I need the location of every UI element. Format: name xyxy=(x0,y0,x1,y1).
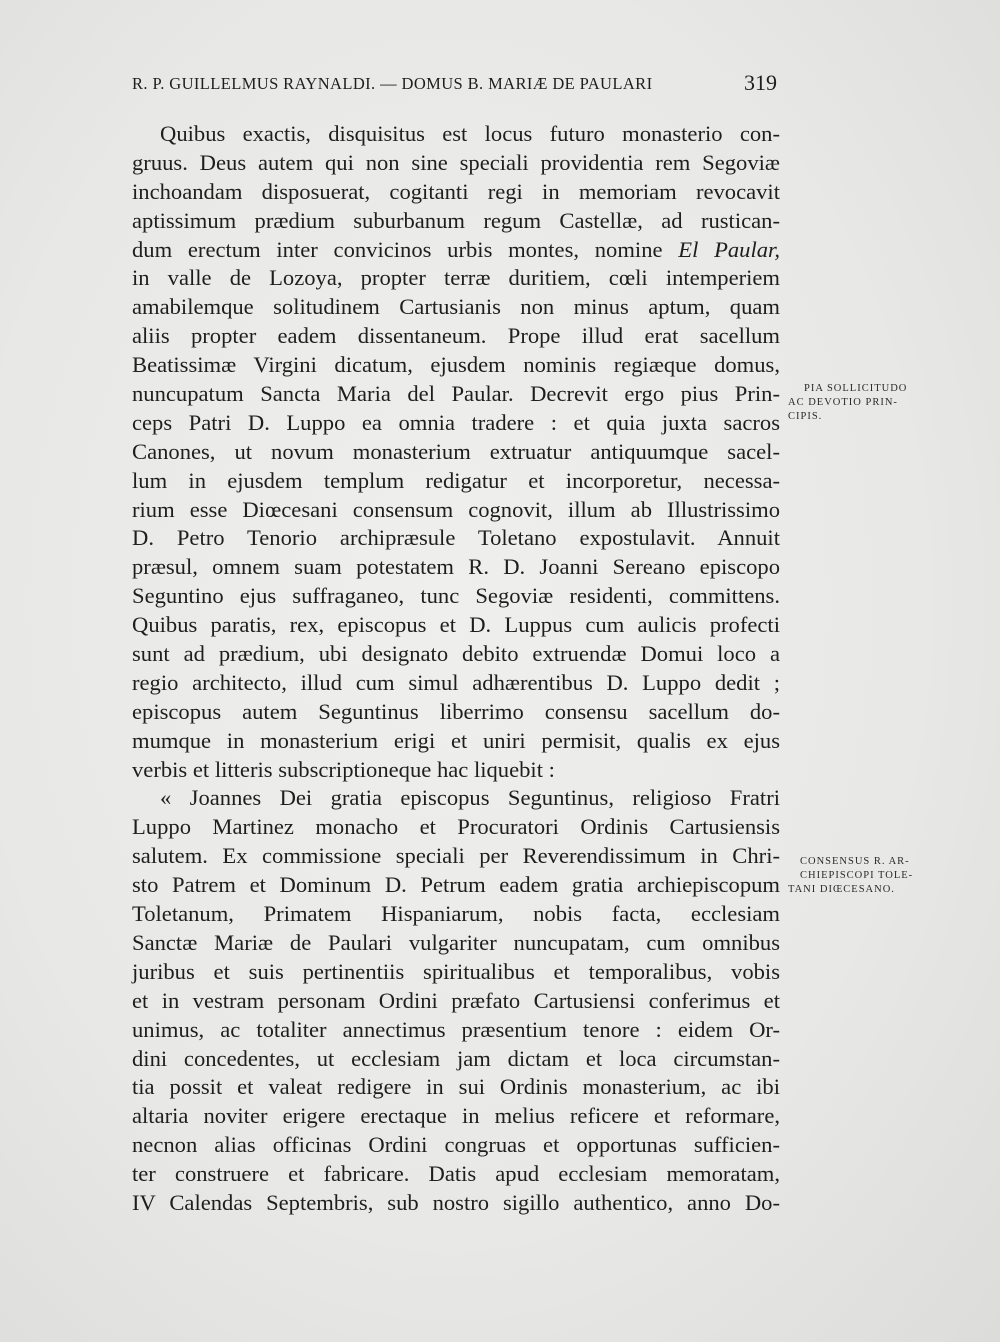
text-line: necnon alias officinas Ordini congruas et opportunas sufficien- xyxy=(132,1132,780,1158)
margin-note-line: CONSENSUS R. AR- xyxy=(800,856,910,867)
body-text xyxy=(132,120,780,1218)
margin-note xyxy=(788,855,913,897)
text-line: dini concedentes, ut ecclesiam jam dictam et loca circumstan- xyxy=(132,1045,780,1071)
show-through-text xyxy=(790,215,793,229)
text-line: regio architecto, illud cum simul adhærentibus D. Luppo dedit ; xyxy=(132,669,780,695)
text-line: Seguntino ejus suffraganeo, tunc Segoviæ residenti, committens. xyxy=(132,583,780,609)
text-line: unimus, ac totaliter annectimus præsentium tenore : eidem Or- xyxy=(132,1016,780,1042)
text-line: Luppo Martinez monacho et Procuratori Ordinis Cartusiensis xyxy=(132,814,780,840)
text-line: ceps Patri D. Luppo ea omnia tradere : et quia juxta sacros xyxy=(132,409,780,435)
text-line: Quibus paratis, rex, episcopus et D. Luppus cum aulicis profecti xyxy=(132,612,780,638)
text-line: sto Patrem et Dominum D. Petrum eadem gratia archiepiscopum xyxy=(132,872,780,898)
margin-note-line: CHIEPISCOPI TOLE- xyxy=(800,870,914,881)
text-line: altaria noviter erigere erectaque in melius reficere et reformare, xyxy=(132,1103,780,1129)
text-line: Toletanum, Primatem Hispaniarum, nobis facta, ecclesiam xyxy=(132,901,780,927)
text-line: D. Petro Tenorio archipræsule Toletano expostulavit. Annuit xyxy=(132,525,780,551)
text-line: verbis et litteris subscriptioneque hac liquebit : xyxy=(132,756,555,782)
text-line: « Joannes Dei gratia episcopus Seguntinus, religioso Fratri xyxy=(160,785,780,811)
text-line: rium esse Diœcesani consensum cognovit, illum ab Illustrissimo xyxy=(132,496,780,522)
margin-note-line: AC DEVOTIO PRIN- xyxy=(788,397,898,408)
margin-note-line: TANI DIŒCESANO. xyxy=(788,884,895,895)
text-span: dum erectum inter convicinos urbis montes, nomine xyxy=(132,236,679,262)
page-number: 319 xyxy=(744,70,777,95)
text-line: et in vestram personam Ordini præfato Cartusiensi conferimus et xyxy=(132,987,780,1013)
text-line: sunt ad prædium, ubi designato debito extruendæ Domui loco a xyxy=(132,641,780,667)
text-line: juribus et suis pertinentiis spiritualibus et temporalibus, vobis xyxy=(132,958,780,984)
margin-note xyxy=(788,382,907,424)
text-line: mumque in monasterium erigi et uniri permisit, qualis ex ejus xyxy=(132,727,780,753)
text-line: Canones, ut novum monasterium extruatur antiquumque sacel- xyxy=(132,438,780,464)
margin-note-line: CIPIS. xyxy=(788,411,823,422)
text-line: nuncupatum Sancta Maria del Paular. Decrevit ergo pius Prin- xyxy=(132,381,780,407)
text-line: salutem. Ex commissione speciali per Reverendissimum in Chri- xyxy=(132,843,780,869)
text-line: ter construere et fabricare. Datis apud ecclesiam memoratam, xyxy=(132,1161,780,1187)
margin-note-line: PIA SOLLICITUDO xyxy=(804,383,908,394)
text-line: episcopus autem Seguntinus liberrimo consensu sacellum do- xyxy=(132,698,780,724)
text-line: tia possit et valeat redigere in sui Ordinis monasterium, ac ibi xyxy=(132,1074,780,1100)
text-line: gruus. Deus autem qui non sine speciali providentia rem Segoviæ xyxy=(132,149,780,175)
text-line: aptissimum prædium suburbanum regum Castellæ, ad rustican- xyxy=(132,207,780,233)
text-line: IV Calendas Septembris, sub nostro sigillo authentico, anno Do- xyxy=(132,1189,780,1215)
text-line: in valle de Lozoya, propter terræ duritiem, cœli intemperiem xyxy=(132,265,780,291)
text-line xyxy=(132,236,780,265)
text-line: præsul, omnem suam potestatem R. D. Joanni Sereano episcopo xyxy=(132,554,780,580)
text-line: Sanctæ Mariæ de Paulari vulgariter nuncupatam, cum omnibus xyxy=(132,929,780,955)
italic-place-name: El Paular, xyxy=(678,236,780,262)
text-line: aliis propter eadem dissentaneum. Prope illud erat sacellum xyxy=(132,323,780,349)
running-title: R. P. GUILLELMUS RAYNALDI. — DOMUS B. MARIÆ DE PAULARI xyxy=(132,74,653,93)
text-line: Quibus exactis, disquisitus est locus futuro monasterio con- xyxy=(160,121,780,146)
text-line: amabilemque solitudinem Cartusianis non minus aptum, quam xyxy=(132,294,780,320)
text-line: Beatissimæ Virgini dicatum, ejusdem nominis regiæque domus, xyxy=(132,352,780,378)
text-line: inchoandam disposuerat, cogitanti regi in memoriam revocavit xyxy=(132,178,780,204)
text-line: lum in ejusdem templum redigatur et incorporetur, necessa- xyxy=(132,467,780,493)
